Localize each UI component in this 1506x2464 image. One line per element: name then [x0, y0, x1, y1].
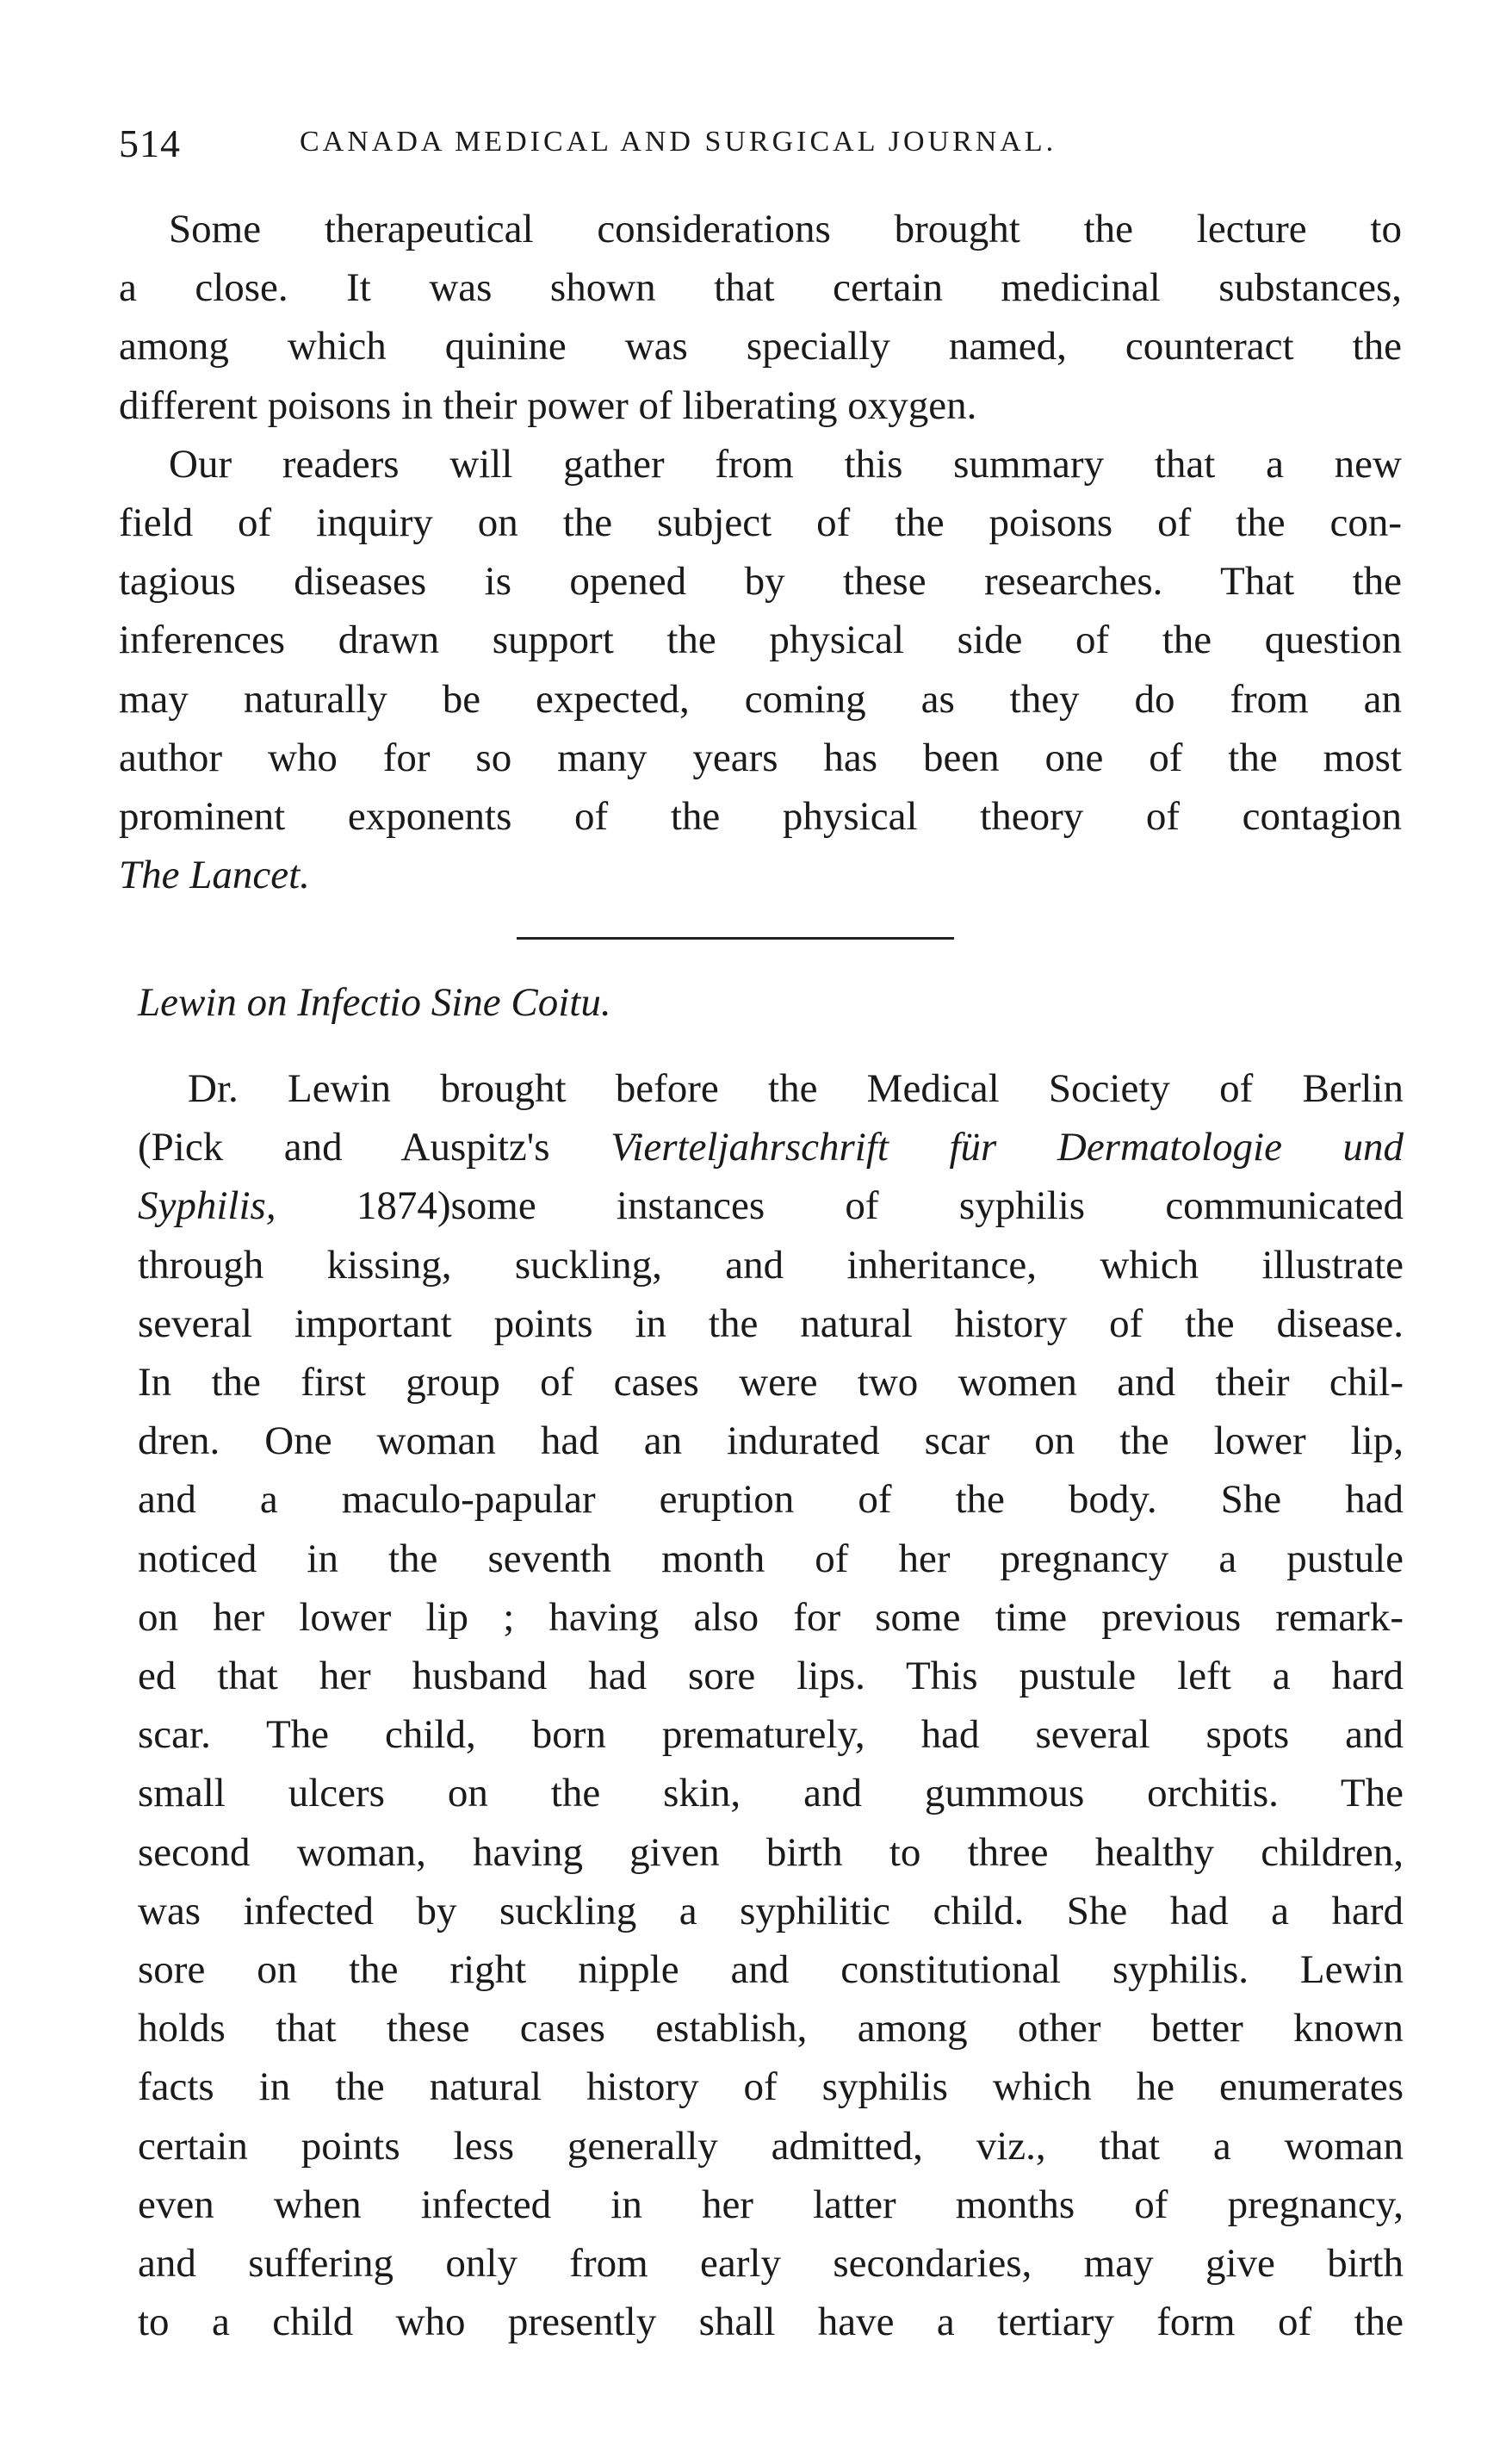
text-line: certain points less generally admitted, viz., that a woman	[138, 2123, 1404, 2169]
journal-title: Syphilis,	[138, 1183, 276, 1229]
text-line: Some therapeutical considerations brought the lecture to	[169, 207, 1402, 251]
text-line: author who for so many years has been one of the most	[119, 735, 1402, 780]
journal-title: Vierteljahrschrift für Dermatologie und	[610, 1125, 1404, 1170]
text-line: inferences drawn support the physical side of the question	[119, 618, 1402, 663]
text-line: Our readers will gather from this summary that a new	[169, 441, 1402, 487]
text-line: sore on the right nipple and constitutional syphilis. Lewin	[138, 1947, 1404, 1993]
text-line: facts in the natural history of syphilis which he enumerates	[138, 2064, 1404, 2110]
text-line: to a child who presently shall have a tertiary form of the	[138, 2300, 1404, 2345]
text-run: 1874)some instances of syphilis communicated	[276, 1183, 1404, 1229]
text-line: and a maculo-papular eruption of the body. She had	[138, 1477, 1404, 1523]
text-line: among which quinine was specially named, counteract the	[119, 324, 1402, 369]
text-line: several important points in the natural history of the disease.	[138, 1300, 1404, 1346]
text-line: In the first group of cases were two women and their chil-	[138, 1360, 1404, 1406]
text-line: small ulcers on the skin, and gummous orchitis. The	[138, 1771, 1404, 1816]
text-run: (Pick and Auspitz's	[138, 1125, 611, 1170]
text-line	[138, 1176, 1404, 1235]
page-number: 514	[119, 121, 181, 165]
text-line: second woman, having given birth to three healthy children,	[138, 1829, 1404, 1875]
text-line: Dr. Lewin brought before the Medical Society of Berlin	[188, 1066, 1404, 1111]
text-line: even when infected in her latter months of pregnancy,	[138, 2182, 1404, 2227]
text-line: was infected by suckling a syphilitic child. She had a hard	[138, 1888, 1404, 1933]
text-line: different poisons in their power of liberating oxygen.	[119, 382, 977, 428]
section-divider	[517, 937, 954, 940]
page-header	[119, 121, 1135, 172]
running-title: CANADA MEDICAL AND SURGICAL JOURNAL.	[300, 126, 1057, 158]
text-line: tagious diseases is opened by these researches. That the	[119, 559, 1402, 605]
text-line: holds that these cases establish, among other better known	[138, 2006, 1404, 2051]
article-source: The Lancet.	[119, 853, 310, 898]
text-line: noticed in the seventh month of her pregnancy a pustule	[138, 1536, 1404, 1581]
text-line: and suffering only from early secondaries, may give birth	[138, 2241, 1404, 2287]
article-lancet	[119, 200, 1402, 904]
section-title: Lewin on Infectio Sine Coitu.	[138, 980, 611, 1025]
text-line: ed that her husband had sore lips. This pustule left a hard	[138, 1654, 1404, 1699]
text-line: a close. It was shown that certain medicinal substances,	[119, 265, 1402, 311]
article-lewin	[138, 1059, 1404, 2351]
text-line: prominent exponents of the physical theory of contagion	[119, 794, 1402, 840]
text-line: may naturally be expected, coming as they do from an	[119, 676, 1402, 722]
text-line: through kissing, suckling, and inheritance, which illustrate	[138, 1242, 1404, 1288]
text-line	[138, 1118, 1404, 1176]
text-line: dren. One woman had an indurated scar on the lower lip,	[138, 1418, 1404, 1464]
text-line: scar. The child, born prematurely, had several spots and	[138, 1712, 1404, 1758]
text-line: field of inquiry on the subject of the poisons of the con-	[119, 500, 1402, 546]
text-line: on her lower lip ; having also for some time previous remark-	[138, 1594, 1404, 1640]
